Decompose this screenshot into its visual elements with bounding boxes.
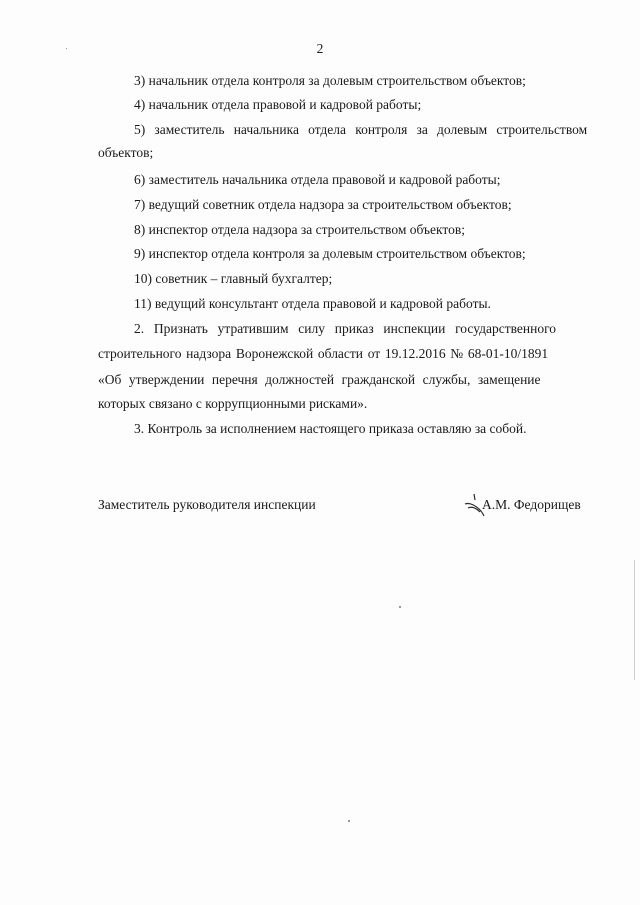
paragraph-2-line-2: строительного надзора Воронежской области от 19.12.2016 № 68-01-10/1891 (98, 346, 549, 361)
paragraph-2-line-3: «Об утверждении перечня должностей гражданской службы, замещение (98, 372, 541, 387)
scan-speck (399, 606, 401, 608)
list-item: 9) инспектор отдела контроля за долевым строительством объектов; (134, 246, 526, 261)
signatory-name: А.М. Федорищев (482, 497, 581, 512)
scan-speck (348, 820, 350, 822)
list-item: 3) начальник отдела контроля за долевым строительством объектов; (134, 73, 526, 88)
list-item: 11) ведущий консультант отдела правовой и кадровой работы. (134, 296, 491, 311)
paragraph-2-line-1: 2. Признать утратившим силу приказ инспекции государственного (134, 321, 557, 336)
signatory-title: Заместитель руководителя инспекции (98, 497, 316, 512)
list-item: 4) начальник отдела правовой и кадровой работы; (134, 97, 422, 112)
list-item: 5) заместитель начальника отдела контроля за долевым строительством (134, 122, 588, 137)
scan-speck (66, 48, 67, 49)
list-item-continuation: объектов; (98, 145, 154, 160)
scan-edge-line (634, 560, 635, 680)
paragraph-2-line-4: которых связано с коррупционными рисками». (98, 396, 368, 411)
list-item: 8) инспектор отдела надзора за строительством объектов; (134, 222, 465, 237)
paragraph-3: 3. Контроль за исполнением настоящего приказа оставляю за собой. (134, 421, 527, 436)
list-item: 6) заместитель начальника отдела правовой и кадровой работы; (134, 172, 501, 187)
list-item: 10) советник – главный бухгалтер; (134, 271, 333, 286)
page-number: 2 (316, 41, 324, 56)
list-item: 7) ведущий советник отдела надзора за строительством объектов; (134, 197, 512, 212)
